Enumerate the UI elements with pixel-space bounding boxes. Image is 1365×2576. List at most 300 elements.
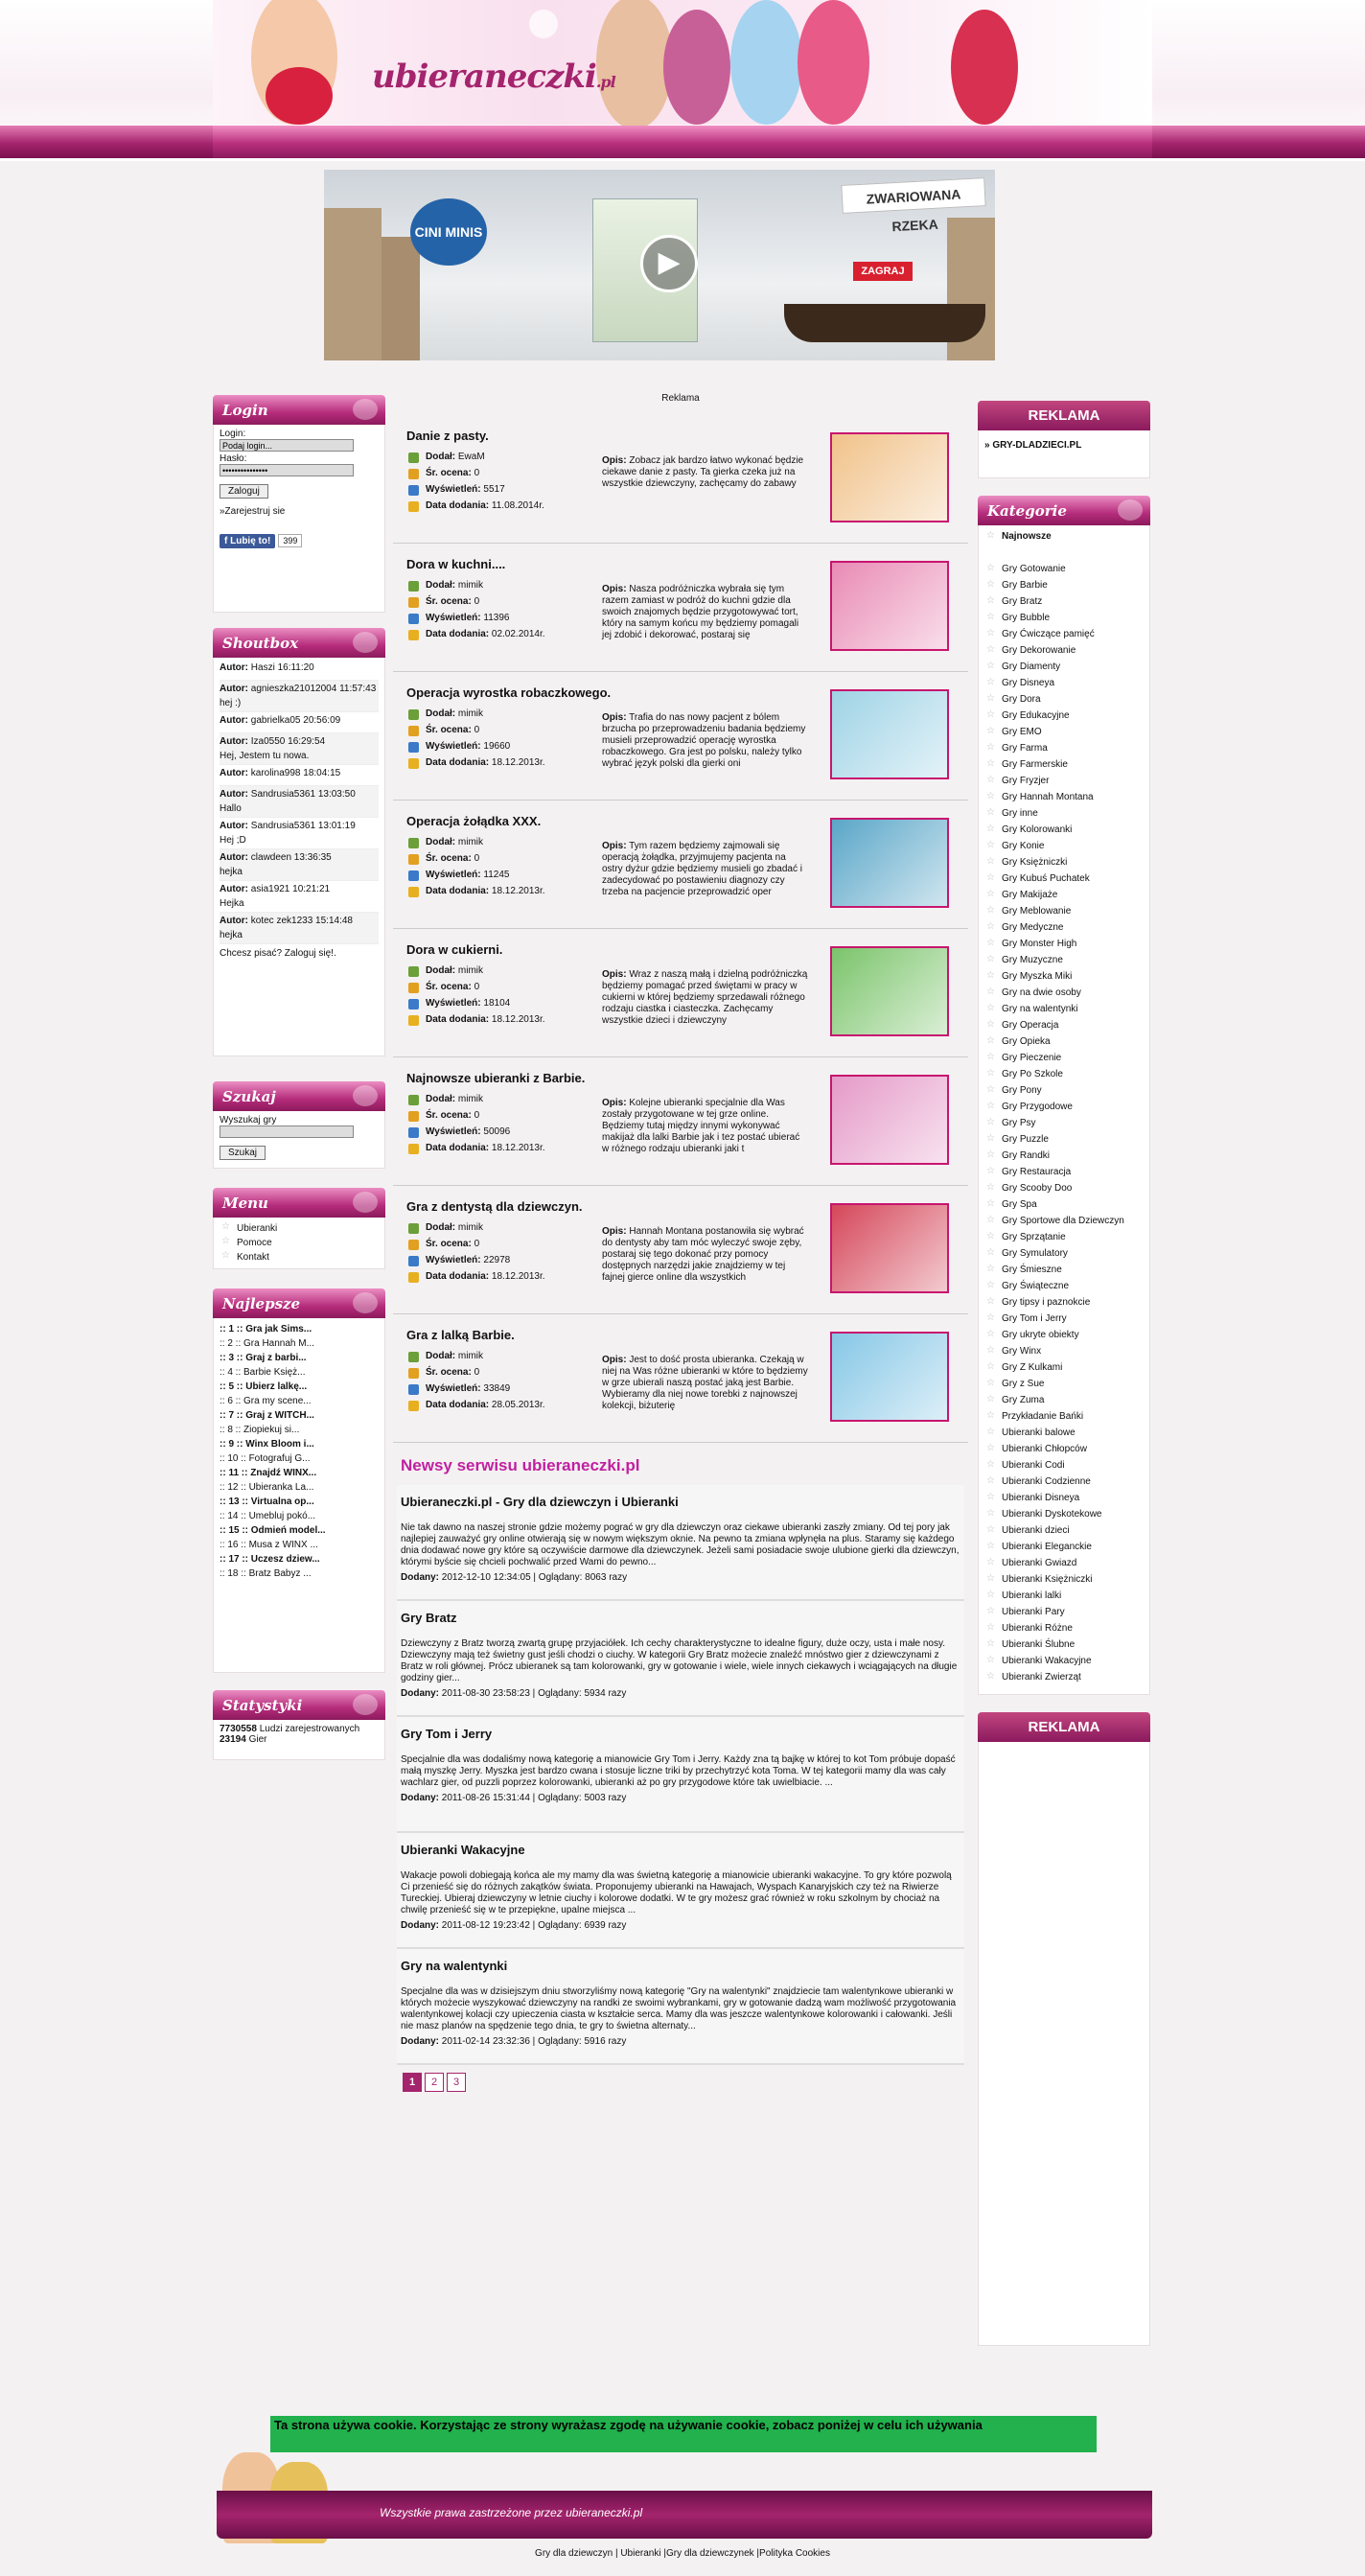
game-title[interactable]: Gra z lalką Barbie. (406, 1328, 515, 1342)
meta-icon (408, 469, 419, 479)
star-icon: ☆ (986, 1101, 995, 1111)
game-description: Opis: Zobacz jak bardzo łatwo wykonać będzie ciekawe danie z pasty. Ta gierka czeka już na wszystkie dziewczyny, zachęcamy do zabawy (602, 455, 804, 489)
meta-icon (408, 581, 419, 592)
meta-icon (408, 1144, 419, 1154)
category-link[interactable]: ☆ Gry Sprzątanie (986, 1231, 1066, 1242)
category-link[interactable]: ☆ Gry Muzyczne (986, 954, 1063, 965)
news-meta: Dodany: 2011-08-12 19:23:42 | Oglądany: 6939 razy (401, 1920, 627, 1931)
category-link[interactable]: ☆ Najnowsze (986, 530, 1052, 542)
category-link[interactable]: ☆ Gry Zuma (986, 1394, 1045, 1405)
top-game-link[interactable]: :: 8 :: Ziopiekuj si... (220, 1425, 300, 1435)
menu-item[interactable]: ☆ Ubieranki (221, 1221, 278, 1234)
star-icon: ☆ (986, 986, 995, 997)
star-icon: ☆ (986, 1590, 995, 1600)
star-icon: ☆ (986, 579, 995, 590)
category-link[interactable]: ☆ Ubieranki Codzienne (986, 1475, 1091, 1487)
meta-icon (408, 1352, 419, 1362)
category-link[interactable]: ☆ Ubieranki Disneya (986, 1492, 1080, 1503)
category-link[interactable]: ☆ Gry Scooby Doo (986, 1182, 1073, 1194)
news-text: Dziewczyny z Bratz tworzą zwartą grupę przyjaciółek. Ich cechy charakterystyczne to idealne figury, duże oczy, usta i małe nosy. Dziewczyny mają też świetny gust jeśli chodzi o ciuchy. W kategorii Gry Bratz możecie znaleźć mnóstwo gier z dziewczynami z Bratz w roli głównej. Prócz ubieranek są tam kolorowanki, gry w gotowanie i wiele, wiele innych ciekawych i wciągających na długie godziny gier... (401, 1638, 958, 1683)
top-game-link[interactable]: :: 10 :: Fotografuj G... (220, 1453, 311, 1464)
castle-left-2 (382, 237, 420, 360)
category-link[interactable]: ☆ Gry Bubble (986, 612, 1051, 623)
star-icon: ☆ (986, 628, 995, 638)
star-icon: ☆ (986, 563, 995, 573)
news-title[interactable]: Ubieraneczki.pl - Gry dla dziewczyn i Ubieranki (401, 1495, 679, 1509)
category-link[interactable]: ☆ Ubieranki Gwiazd (986, 1557, 1077, 1568)
header-bar-inner (213, 126, 1152, 158)
star-icon: ☆ (986, 1573, 995, 1584)
facebook-like-count: 399 (278, 534, 302, 547)
category-link[interactable]: ☆ Gry ukryte obiekty (986, 1329, 1079, 1340)
star-icon: ☆ (986, 1671, 995, 1682)
category-link[interactable]: ☆ Ubieranki Eleganckie (986, 1541, 1092, 1552)
star-icon: ☆ (986, 1378, 995, 1388)
category-link[interactable]: ☆ Gry Pony (986, 1084, 1042, 1096)
star-icon: ☆ (986, 1427, 995, 1437)
star-icon: ☆ (986, 1524, 995, 1535)
footer-links[interactable]: Gry dla dziewczyn | Ubieranki |Gry dla dziewczynek |Polityka Cookies (535, 2548, 830, 2559)
category-link[interactable]: ☆ Ubieranki lalki (986, 1590, 1062, 1601)
menu-item[interactable]: ☆ Pomoce (221, 1236, 272, 1248)
star-icon: ☆ (986, 938, 995, 948)
meta-icon (408, 1384, 419, 1395)
star-icon: ☆ (986, 693, 995, 704)
star-icon: ☆ (221, 1250, 230, 1261)
category-link[interactable]: ☆ Gry na dwie osoby (986, 986, 1081, 998)
category-link[interactable]: ☆ Ubieranki Pary (986, 1606, 1065, 1617)
banner-brand-logo: CINI MINIS (410, 198, 487, 266)
meta-icon (408, 501, 419, 512)
shoutbox-entry: Autor: Sandrusia5361 13:01:19 Hej ;D (220, 818, 379, 849)
news-text: Specjalnie dla was dodaliśmy nową kategorię a mianowicie Gry Tom i Jerry. Każdy zna tą bajkę w której to kot Tom próbuje dopaść małą myszkę Jerry. Myszka jest bardzo cwana i stosuje liczne triki by przechytrzyć kota Toma. W tej kategorii mamy dla was cały wachlarz gier, od puzzli poprzez kolorowanki, ubieranki aż po gry przygodowe które tak uwielbiacie. ... (401, 1754, 956, 1788)
star-icon: ☆ (986, 1622, 995, 1633)
ad-banner[interactable] (324, 170, 995, 360)
star-icon: ☆ (986, 1035, 995, 1046)
game-description: Opis: Kolejne ubieranki specjalnie dla Was zostały przygotowane w tej grze online. Będziemy tutaj między innymi wykonywać makijaż dla lalki Barbie jak i tez postać ubierać w różnego rodzaju ubieranki jaki t (602, 1098, 800, 1154)
top-game-link[interactable]: :: 12 :: Ubieranka La... (220, 1482, 314, 1493)
meta-icon (408, 838, 419, 848)
top-game-link[interactable]: :: 13 :: Virtualna op... (220, 1497, 314, 1507)
category-link[interactable]: ☆ Gry Opieka (986, 1035, 1051, 1047)
categories-box (978, 496, 1150, 1695)
category-link[interactable]: ☆ Gry Myszka Miki (986, 970, 1073, 982)
page-link[interactable]: 2 (425, 2073, 444, 2092)
boat-graphic (784, 304, 985, 342)
star-icon: ☆ (986, 1019, 995, 1030)
game-description: Opis: Trafia do nas nowy pacjent z bólem brzucha po przeprowadzeniu badania będziemy musieli przeprowadzić operację wyrostka robaczkowego. Gra jest po polsku, należy tylko wybrać język polski dla gierki oni (602, 712, 806, 769)
top-game-link[interactable]: :: 14 :: Umebluj pokó... (220, 1511, 316, 1521)
meta-icon (408, 758, 419, 769)
top-games-box (213, 1288, 385, 1673)
star-icon: ☆ (986, 1296, 995, 1307)
menu-box-title: Menu (213, 1188, 385, 1218)
star-icon: ☆ (986, 840, 995, 850)
star-icon: ☆ (986, 1475, 995, 1486)
top-game-link[interactable]: :: 11 :: Znajdź WINX... (220, 1468, 317, 1478)
category-link (984, 545, 1144, 562)
star-icon: ☆ (986, 1345, 995, 1356)
game-meta-views: Wyświetleń: 22978 (406, 1255, 589, 1271)
meta-icon (408, 485, 419, 496)
star-icon: ☆ (986, 758, 995, 769)
stats-box-title: Statystyki (213, 1690, 385, 1720)
star-icon: ☆ (986, 1052, 995, 1062)
search-input[interactable] (220, 1126, 354, 1138)
news-list (393, 1485, 968, 2065)
star-icon: ☆ (986, 612, 995, 622)
category-link[interactable]: ☆ Gry Kubuś Puchatek (986, 872, 1090, 884)
top-game-link[interactable]: :: 3 :: Graj z barbi... (220, 1353, 307, 1363)
pagination (403, 2073, 968, 2092)
category-link[interactable]: ☆ Gry Świąteczne (986, 1280, 1070, 1291)
star-icon: ☆ (986, 1215, 995, 1225)
category-link[interactable]: ☆ Gry Konie (986, 840, 1045, 851)
star-icon: ☆ (986, 1247, 995, 1258)
game-description: Opis: Jest to dość prosta ubieranka. Czekają w niej na Was różne ubieranki w które to będziemy w grze ubierali naszą postać jaką jest Barbie. Wybieramy dla niej nowe torebki z najnowszej kolekcji, biżuterię (602, 1355, 808, 1411)
star-icon: ☆ (986, 1166, 995, 1176)
cookie-notice[interactable]: Ta strona używa cookie. Korzystając ze strony wyrażasz zgodę na używanie cookie, zobacz poniżej w celu ich używania (270, 2416, 1097, 2452)
category-link[interactable]: ☆ Ubieranki Codi (986, 1459, 1065, 1471)
star-icon: ☆ (221, 1221, 230, 1232)
left-column (213, 395, 385, 1760)
site-header (0, 0, 1365, 161)
game-meta-rating: Śr. ocena: 0 (406, 725, 589, 741)
game-meta-added: Dodał: EwaM (406, 452, 589, 468)
game-title[interactable]: Danie z pasty. (406, 429, 489, 443)
category-link[interactable]: ☆ Przykładanie Bańki (986, 1410, 1084, 1422)
top-game-link[interactable]: :: 18 :: Bratz Babyz ... (220, 1568, 312, 1579)
category-link[interactable]: ☆ Gry Operacja (986, 1019, 1059, 1031)
star-icon: ☆ (986, 905, 995, 916)
top-game-link[interactable]: :: 15 :: Odmień model... (220, 1525, 326, 1536)
star-icon: ☆ (986, 726, 995, 736)
game-thumbnail[interactable] (830, 1075, 949, 1165)
game-title[interactable]: Dora w cukierni. (406, 942, 503, 957)
meta-icon (408, 614, 419, 624)
category-link[interactable]: ☆ Gry z Sue (986, 1378, 1045, 1389)
category-link[interactable]: ☆ Ubieranki Ślubne (986, 1638, 1076, 1650)
search-box (213, 1081, 385, 1169)
password-input[interactable] (220, 464, 354, 476)
search-button[interactable]: Szukaj (220, 1146, 266, 1160)
star-icon: ☆ (986, 1443, 995, 1453)
star-icon: ☆ (986, 1492, 995, 1502)
shoutbox-entry: Autor: karolina998 18:04:15 (220, 765, 379, 786)
category-link[interactable]: ☆ Ubieranki balowe (986, 1427, 1076, 1438)
meta-icon (408, 742, 419, 753)
star-icon: ☆ (986, 742, 995, 753)
news-title[interactable]: Gry na walentynki (401, 1959, 508, 1973)
lipstick-icon (353, 1192, 378, 1213)
category-link[interactable]: ☆ Ubieranki Zwierząt (986, 1671, 1081, 1683)
category-link[interactable]: ☆ Gry Diamenty (986, 661, 1061, 672)
game-meta-date: Data dodania: 18.12.2013r. (406, 757, 589, 774)
category-link[interactable]: ☆ Gry Puzzle (986, 1133, 1049, 1145)
shoutbox-login-prompt[interactable]: Chcesz pisać? Zaloguj się!. (220, 948, 336, 959)
star-icon: ☆ (986, 1606, 995, 1616)
news-title[interactable]: Ubieranki Wakacyjne (401, 1843, 525, 1857)
menu-box (213, 1188, 385, 1269)
game-meta-rating: Śr. ocena: 0 (406, 596, 589, 613)
main-ad-label: Reklama (661, 393, 700, 404)
category-link[interactable]: ☆ Gry Fryzjer (986, 775, 1050, 786)
stat-games: 23194 Gier (220, 1734, 267, 1745)
category-link[interactable]: ☆ Ubieranki Dyskotekowe (986, 1508, 1102, 1520)
page-link[interactable]: 1 (403, 2073, 422, 2092)
game-thumbnail[interactable] (830, 946, 949, 1036)
top-game-link[interactable]: :: 2 :: Gra Hannah M... (220, 1338, 314, 1349)
meta-icon (408, 983, 419, 993)
game-thumbnail[interactable] (830, 818, 949, 908)
game-meta-date: Data dodania: 18.12.2013r. (406, 1014, 589, 1031)
meta-icon (408, 966, 419, 977)
banner-play-button[interactable]: ZAGRAJ (853, 262, 913, 281)
game-meta-added: Dodał: mimik (406, 708, 589, 725)
meta-icon (408, 1256, 419, 1266)
password-label: Hasło: (220, 453, 247, 464)
menu-item[interactable]: ☆ Kontakt (221, 1250, 269, 1263)
star-icon: ☆ (986, 1117, 995, 1127)
star-icon: ☆ (986, 1198, 995, 1209)
game-description: Opis: Hannah Montana postanowiła się wybrać do dentysty aby tam móc wyleczyć swoje zęby, postaraj się tego dokonać przy pomocy dostępnych narzędzi jakie znajdziemy w tej fajnej gierce online dla wszystkich (602, 1226, 804, 1283)
category-link[interactable]: ☆ Ubieranki Chłopców (986, 1443, 1087, 1454)
star-icon: ☆ (986, 644, 995, 655)
game-meta-views: Wyświetleń: 19660 (406, 741, 589, 757)
category-link[interactable]: ☆ Gry Dekorowanie (986, 644, 1076, 656)
news-meta: Dodany: 2011-02-14 23:32:36 | Oglądany: 5916 razy (401, 2036, 627, 2047)
sparkle-icon (529, 10, 558, 38)
search-label: Wyszukaj gry (220, 1115, 277, 1126)
page-link[interactable]: 3 (447, 2073, 466, 2092)
category-link[interactable]: ☆ Gry Dora (986, 693, 1041, 705)
shoe-icon (353, 399, 378, 420)
star-icon: ☆ (986, 872, 995, 883)
category-link[interactable]: ☆ Gry Spa (986, 1198, 1037, 1210)
meta-icon (408, 870, 419, 881)
star-icon: ☆ (986, 889, 995, 899)
category-link[interactable]: ☆ Gry tipsy i paznokcie (986, 1296, 1091, 1308)
top-game-link[interactable]: :: 5 :: Ubierz lalkę... (220, 1381, 308, 1392)
register-link[interactable]: »Zarejestruj sie (220, 506, 286, 517)
star-icon: ☆ (986, 856, 995, 867)
game-entry (393, 801, 968, 929)
shoutbox-entry: Autor: Iza0550 16:29:54 Hej, Jestem tu nowa. (220, 733, 379, 765)
game-entry (393, 672, 968, 801)
game-meta-views: Wyświetleń: 11396 (406, 613, 589, 629)
star-icon: ☆ (986, 1280, 995, 1290)
play-icon[interactable]: ▶ (640, 235, 698, 292)
category-link[interactable]: ☆ Gry Barbie (986, 579, 1048, 591)
star-icon: ☆ (986, 1394, 995, 1404)
login-box (213, 395, 385, 613)
banner-title: ZWARIOWANA RZEKA (841, 177, 985, 214)
category-link[interactable]: ☆ Gry Sportowe dla Dziewczyn (986, 1215, 1124, 1226)
star-icon: ☆ (986, 1133, 995, 1144)
game-meta-added: Dodał: mimik (406, 1222, 589, 1239)
meta-icon (408, 1015, 419, 1026)
category-link[interactable]: ☆ Gry Restauracja (986, 1166, 1072, 1177)
star-icon: ☆ (986, 1312, 995, 1323)
category-link[interactable]: ☆ Gry Przygodowe (986, 1101, 1073, 1112)
girl-figure-6 (951, 10, 1018, 125)
meta-icon (408, 854, 419, 865)
ad-link[interactable]: » GRY-DLADZIECI.PL (984, 440, 1082, 451)
star-icon: ☆ (986, 954, 995, 964)
category-link[interactable]: ☆ Gry Monster High (986, 938, 1077, 949)
meta-icon (408, 999, 419, 1010)
right-ad-title-2: REKLAMA (978, 1712, 1150, 1742)
game-title[interactable]: Najnowsze ubieranki z Barbie. (406, 1071, 586, 1085)
category-link[interactable]: ☆ Gry Z Kulkami (986, 1361, 1063, 1373)
category-link[interactable]: ☆ Gry Kolorowanki (986, 824, 1073, 835)
game-meta-rating: Śr. ocena: 0 (406, 1367, 589, 1383)
star-icon: ☆ (986, 677, 995, 687)
right-ad-title: REKLAMA (978, 401, 1150, 430)
category-link[interactable]: ☆ Gry Ćwiczące pamięć (986, 628, 1095, 639)
game-meta-added: Dodał: mimik (406, 837, 589, 853)
game-description: Opis: Nasza podróżniczka wybrała się tym razem zamiast w podróż do kuchni gdzie dla swoich znajomych będzie przygotowywać tort, który na samym końcu my będziemy pomagali jej zdobić i dekorować, postaraj się (602, 584, 799, 640)
game-meta-views: Wyświetleń: 18104 (406, 998, 589, 1014)
dress-icon (1118, 499, 1143, 521)
news-text: Nie tak dawno na naszej stronie gdzie możemy pograć w gry dla dziewczyn oraz ciekawe ubieranki zaszły zmiany. Od tej pory jak najlepiej zauważyć gry online otwierają się w nowym większym oknie. Na pewno ta zmiana wpłynęła na plus. Staramy się każdego dnia dodawać nowe gry które są oczywiście darmowe dla dziewczynek. Jeżeli sami posiadacie swoje ulubione gierki dla dziewczyn, którymi byście się chcieli pochwalić przed Wami do pewno... (401, 1522, 960, 1567)
category-link[interactable]: ☆ Gry Meblowanie (986, 905, 1072, 917)
star-icon: ☆ (986, 807, 995, 818)
meta-icon (408, 1095, 419, 1105)
category-link[interactable]: ☆ Gry Disneya (986, 677, 1055, 688)
category-link[interactable]: ☆ Gry Makijaże (986, 889, 1058, 900)
top-game-link[interactable]: :: 7 :: Graj z WITCH... (220, 1410, 314, 1421)
category-link[interactable]: ☆ Ubieranki Wakacyjne (986, 1655, 1092, 1666)
game-meta-rating: Śr. ocena: 0 (406, 1110, 589, 1126)
game-thumbnail[interactable] (830, 1203, 949, 1293)
shoutbox-entry: Autor: agnieszka21012004 11:57:43 hej :) (220, 681, 379, 712)
star-icon: ☆ (986, 595, 995, 606)
category-link[interactable]: ☆ Gry na walentynki (986, 1003, 1078, 1014)
main-content (393, 383, 968, 2092)
top-game-link[interactable]: :: 1 :: Gra jak Sims... (220, 1324, 312, 1334)
category-link[interactable]: ☆ Gry Hannah Montana (986, 791, 1094, 802)
category-link[interactable]: ☆ Gry Edukacyjne (986, 709, 1070, 721)
bubbles-icon (353, 1085, 378, 1106)
login-submit-button[interactable]: Zaloguj (220, 484, 268, 499)
category-link[interactable]: ☆ Gry Farmerskie (986, 758, 1068, 770)
game-meta-views: Wyświetleń: 11245 (406, 870, 589, 886)
meta-icon (408, 630, 419, 640)
shoutbox-entry: Autor: asia1921 10:21:21 Hejka (220, 881, 379, 913)
shoutbox-title: Shoutbox (213, 628, 385, 658)
category-link[interactable]: ☆ Gry Medyczne (986, 921, 1064, 933)
star-icon: ☆ (986, 709, 995, 720)
game-thumbnail[interactable] (830, 432, 949, 522)
right-ad-box (978, 401, 1150, 478)
star-icon: ☆ (986, 775, 995, 785)
shoutbox-entry: Autor: clawdeen 13:36:35 hejka (220, 849, 379, 881)
category-link[interactable]: ☆ Gry Śmieszne (986, 1264, 1062, 1275)
heart-icon (353, 632, 378, 653)
game-thumbnail[interactable] (830, 1332, 949, 1422)
star-icon: ☆ (986, 1329, 995, 1339)
shoutbox-entry: Autor: Haszi 16:11:20 (220, 660, 379, 681)
game-entry (393, 1314, 968, 1443)
top-game-link[interactable]: :: 9 :: Winx Bloom i... (220, 1439, 314, 1450)
right-ad-box-2 (978, 1712, 1150, 2346)
game-entry (393, 929, 968, 1057)
stat-users: 7730558 Ludzi zarejestrowanych (220, 1724, 360, 1734)
categories-title: Kategorie (978, 496, 1150, 525)
site-logo[interactable]: ubieraneczki.pl (372, 58, 615, 96)
game-meta-date: Data dodania: 02.02.2014r. (406, 629, 589, 645)
copyright: Wszystkie prawa zastrzeżone przez ubieraneczki.pl (380, 2506, 643, 2519)
category-link[interactable]: ☆ Gry Po Szkole (986, 1068, 1063, 1079)
news-meta: Dodany: 2011-08-30 23:58:23 | Oglądany: 5934 razy (401, 1688, 627, 1699)
star-icon: ☆ (986, 1361, 995, 1372)
site-footer (213, 2452, 1152, 2563)
star-icon: ☆ (986, 1655, 995, 1665)
news-meta: Dodany: 2011-08-26 15:31:44 | Oglądany: 5003 razy (401, 1793, 627, 1803)
star-icon: ☆ (986, 1182, 995, 1193)
game-title[interactable]: Gra z dentystą dla dziewczyn. (406, 1199, 583, 1214)
meta-icon (408, 597, 419, 608)
category-link[interactable]: ☆ Gry Księżniczki (986, 856, 1068, 868)
top-game-link[interactable]: :: 4 :: Barbie Księż... (220, 1367, 306, 1378)
game-entry (393, 1186, 968, 1314)
game-meta-date: Data dodania: 11.08.2014r. (406, 500, 589, 517)
game-title[interactable]: Operacja żołądka XXX. (406, 814, 542, 828)
login-input[interactable] (220, 439, 354, 452)
meta-icon (408, 1368, 419, 1379)
game-meta-rating: Śr. ocena: 0 (406, 853, 589, 870)
top-game-link[interactable]: :: 6 :: Gra my scene... (220, 1396, 312, 1406)
category-link[interactable]: ☆ Ubieranki Księżniczki (986, 1573, 1093, 1585)
category-link[interactable]: ☆ Gry Bratz (986, 595, 1043, 607)
category-link[interactable]: ☆ Gry Farma (986, 742, 1048, 754)
login-box-title: Login (213, 395, 385, 425)
top-game-link[interactable]: :: 17 :: Uczesz dziew... (220, 1554, 320, 1565)
meta-icon (408, 1401, 419, 1411)
meta-icon (408, 1127, 419, 1138)
game-thumbnail[interactable] (830, 689, 949, 779)
facebook-like-button[interactable]: f Lubię to! (220, 534, 275, 548)
category-link[interactable]: ☆ Ubieranki Różne (986, 1622, 1073, 1634)
category-link[interactable]: ☆ Gry Pieczenie (986, 1052, 1062, 1063)
category-link[interactable]: ☆ Gry Tom i Jerry (986, 1312, 1067, 1324)
game-meta-views: Wyświetleń: 33849 (406, 1383, 589, 1400)
star-icon: ☆ (986, 1264, 995, 1274)
shoutbox-entry: Autor: Sandrusia5361 13:03:50 Hallo (220, 786, 379, 818)
category-link[interactable]: ☆ Gry EMO (986, 726, 1042, 737)
news-title[interactable]: Gry Tom i Jerry (401, 1727, 493, 1741)
game-title[interactable]: Dora w kuchni.... (406, 557, 506, 571)
category-link[interactable]: ☆ Ubieranki dzieci (986, 1524, 1070, 1536)
game-thumbnail[interactable] (830, 561, 949, 651)
category-link[interactable]: ☆ Gry Gotowanie (986, 563, 1066, 574)
category-link[interactable]: ☆ Gry Winx (986, 1345, 1042, 1357)
top-game-link[interactable]: :: 16 :: Musa z WINX ... (220, 1540, 318, 1550)
meta-icon (408, 1111, 419, 1122)
category-link[interactable]: ☆ Gry Psy (986, 1117, 1036, 1128)
category-link[interactable]: ☆ Gry Symulatory (986, 1247, 1068, 1259)
category-link[interactable]: ☆ Gry inne (986, 807, 1038, 819)
category-link[interactable]: ☆ Gry Randki (986, 1149, 1051, 1161)
star-icon: ☆ (986, 1149, 995, 1160)
game-title[interactable]: Operacja wyrostka robaczkowego. (406, 685, 612, 700)
news-title[interactable]: Gry Bratz (401, 1611, 457, 1625)
game-meta-views: Wyświetleń: 50096 (406, 1126, 589, 1143)
game-entry (393, 1057, 968, 1186)
game-description: Opis: Wraz z naszą małą i dzielną podróżniczką będziemy pomagać przed świętami w pracy w cukierni w której będziemy sprzedawali różnego rodzaju ciastka i ciasteczka. Zachęcamy wszystkie dzieci i dziewczyny (602, 969, 808, 1026)
news-item (397, 1949, 964, 2065)
